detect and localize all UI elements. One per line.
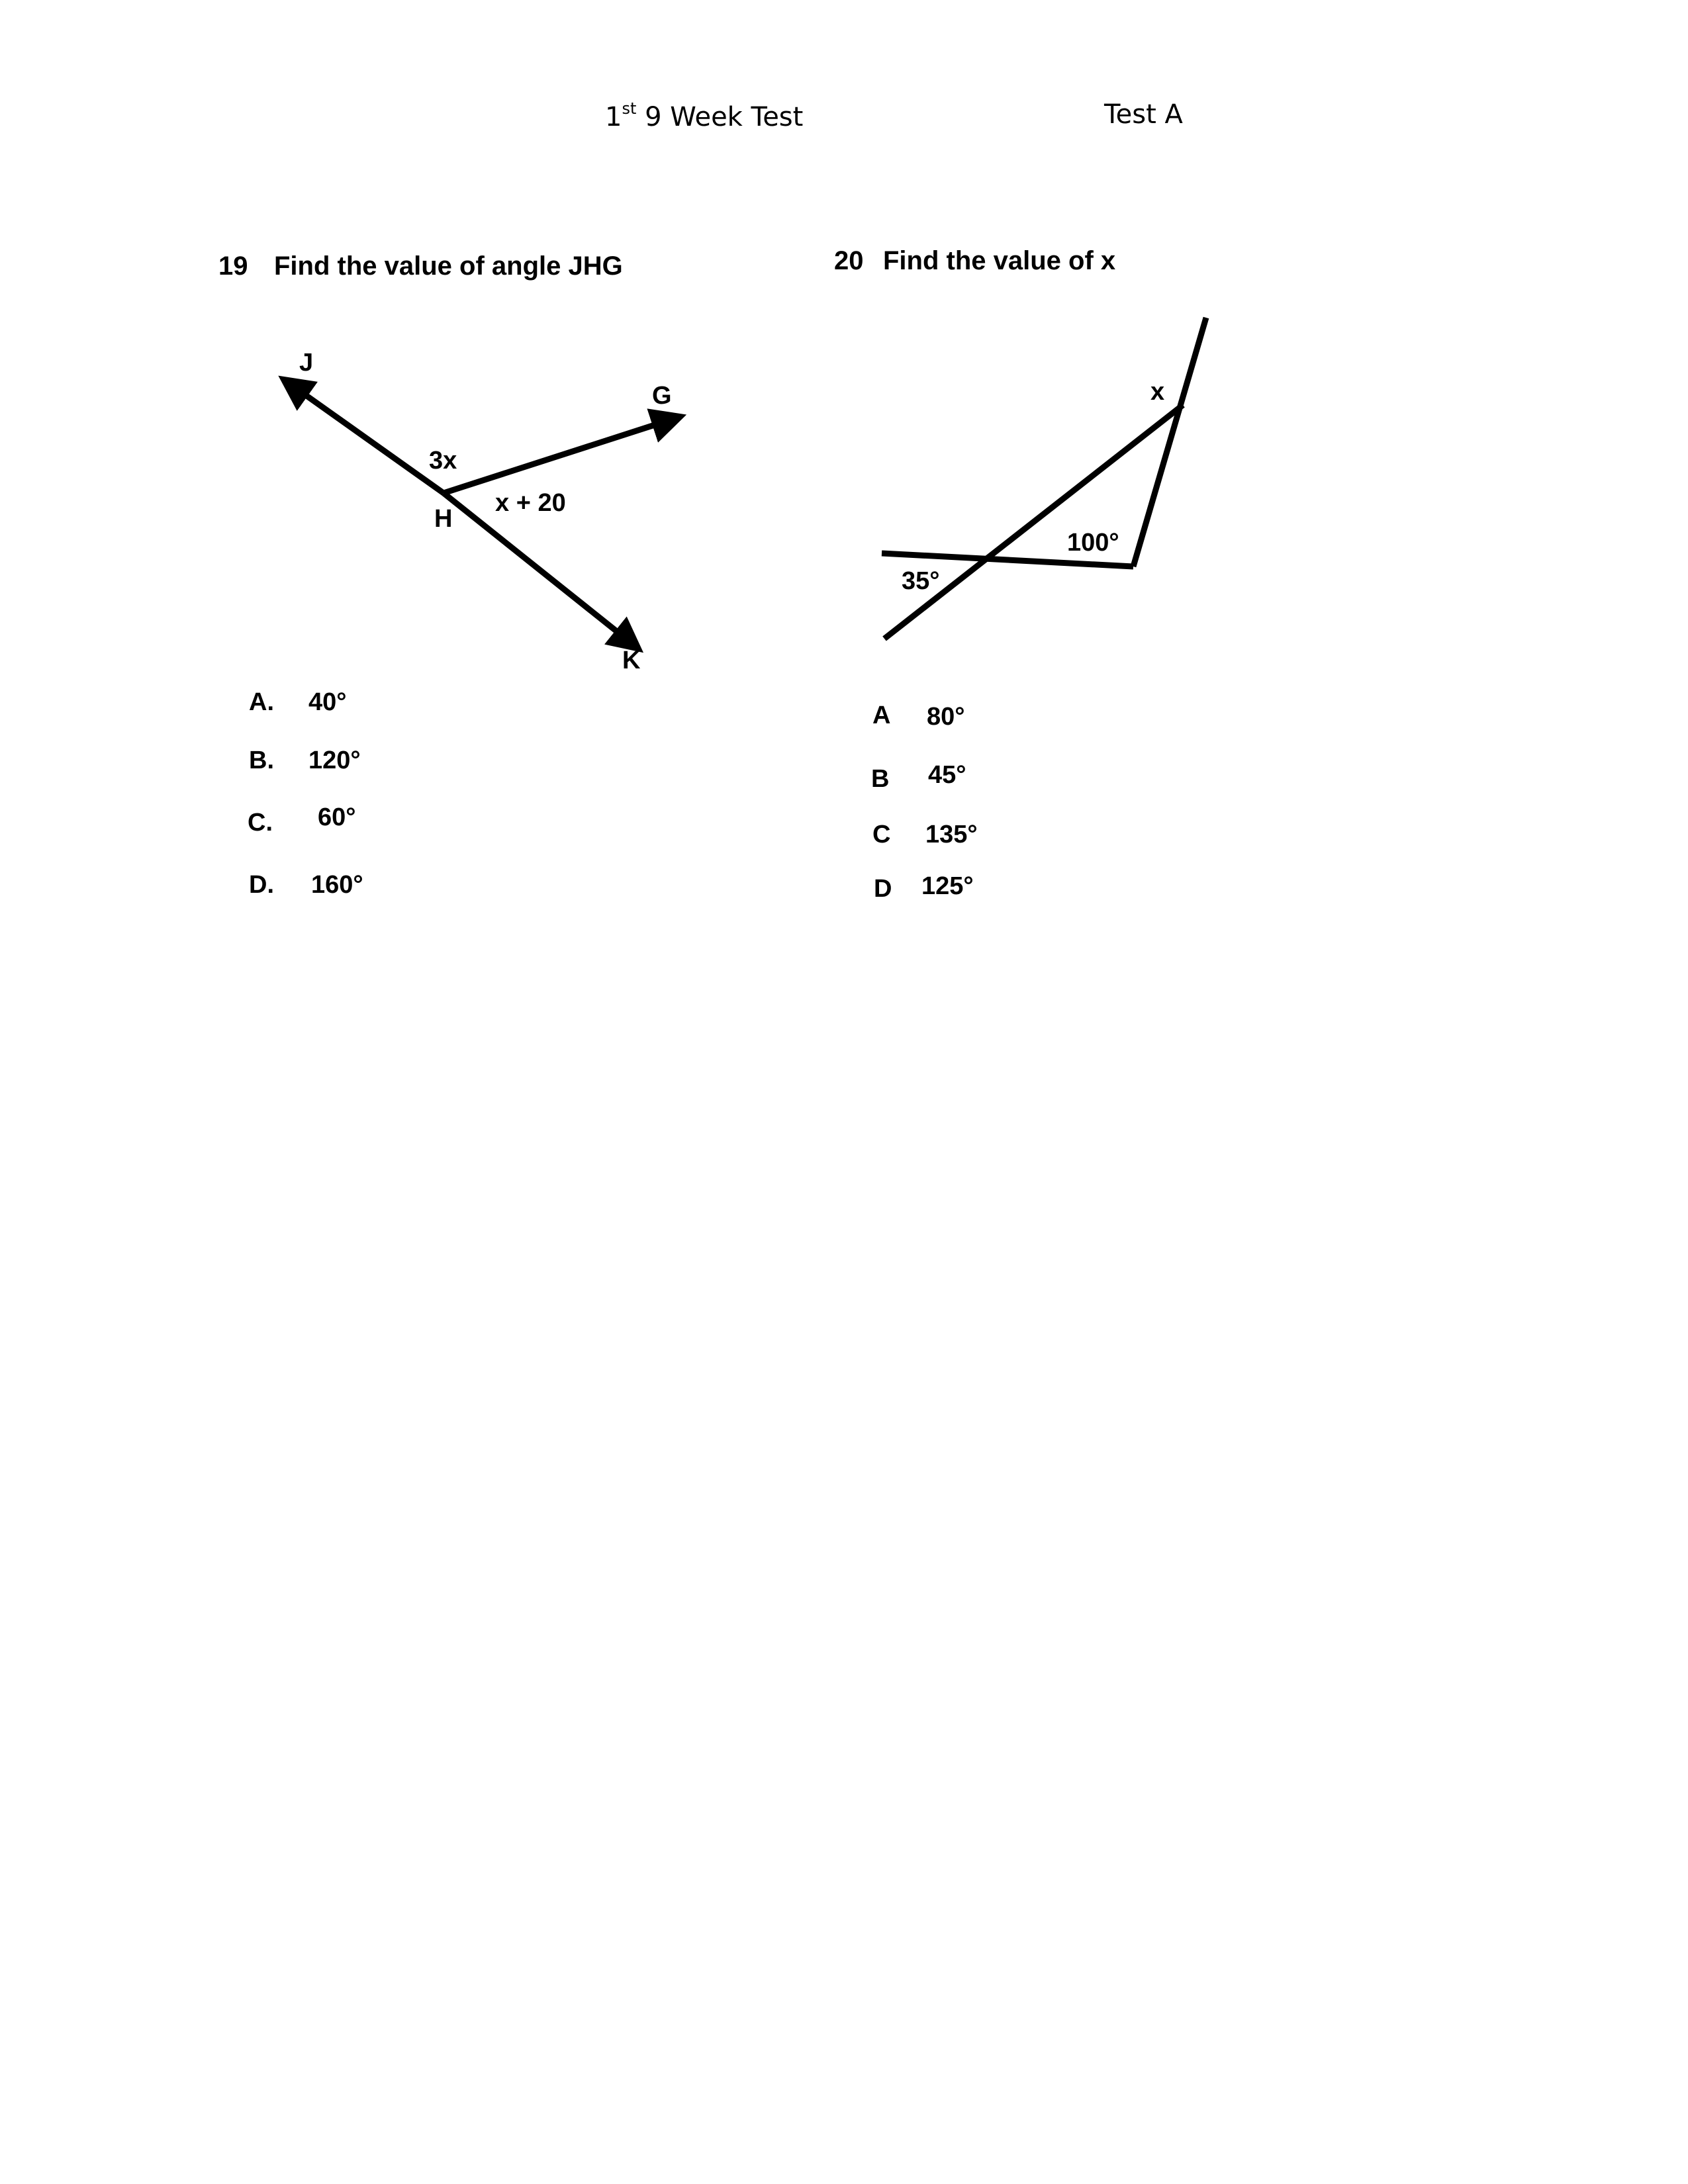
label-angle-35: 35° xyxy=(902,567,940,595)
q19-option-a-letter: A. xyxy=(249,688,274,716)
test-title-number: 1 xyxy=(605,102,622,132)
q20-number: 20 xyxy=(834,246,864,275)
q19-option-c-letter: C. xyxy=(248,809,273,837)
label-angle-3x: 3x xyxy=(429,447,457,475)
label-angle-100: 100° xyxy=(1067,529,1119,557)
q20-option-b-letter: B xyxy=(871,765,890,793)
label-k: K xyxy=(622,647,641,674)
label-angle-x-plus-20: x + 20 xyxy=(495,489,566,517)
test-version: Test A xyxy=(1104,99,1183,130)
q20-figure xyxy=(882,318,1206,639)
q19-option-a-value: 40° xyxy=(308,688,347,716)
q20-prompt: Find the value of x xyxy=(883,246,1116,275)
q20-option-a-letter: A xyxy=(872,702,891,729)
q20-option-d-value: 125° xyxy=(921,872,974,900)
q20-option-c-value: 135° xyxy=(925,821,978,848)
q20-option-c-letter: C xyxy=(872,821,891,848)
transversal xyxy=(884,405,1183,639)
label-x: x xyxy=(1150,378,1165,406)
q19-option-c-value: 60° xyxy=(318,803,356,831)
ray-hg xyxy=(444,418,675,493)
q19-number: 19 xyxy=(218,251,248,281)
test-title-superscript: st xyxy=(622,99,637,118)
q20-option-d-letter: D xyxy=(874,875,892,903)
q19-option-b-value: 120° xyxy=(308,747,361,774)
q19-option-d-letter: D. xyxy=(249,871,274,899)
q19-option-d-value: 160° xyxy=(311,871,363,899)
q19-figure xyxy=(288,349,675,674)
label-j: J xyxy=(299,349,314,377)
q20-option-b-value: 45° xyxy=(928,761,966,789)
ray-hj xyxy=(288,383,444,493)
q20-option-a-value: 80° xyxy=(927,703,965,731)
test-title-rest: 9 Week Test xyxy=(636,102,804,132)
label-h: H xyxy=(434,505,453,533)
label-g: G xyxy=(652,382,672,410)
q19-option-b-letter: B. xyxy=(249,747,274,774)
side-upper-right xyxy=(1133,318,1206,567)
q19-prompt: Find the value of angle JHG xyxy=(274,251,623,281)
